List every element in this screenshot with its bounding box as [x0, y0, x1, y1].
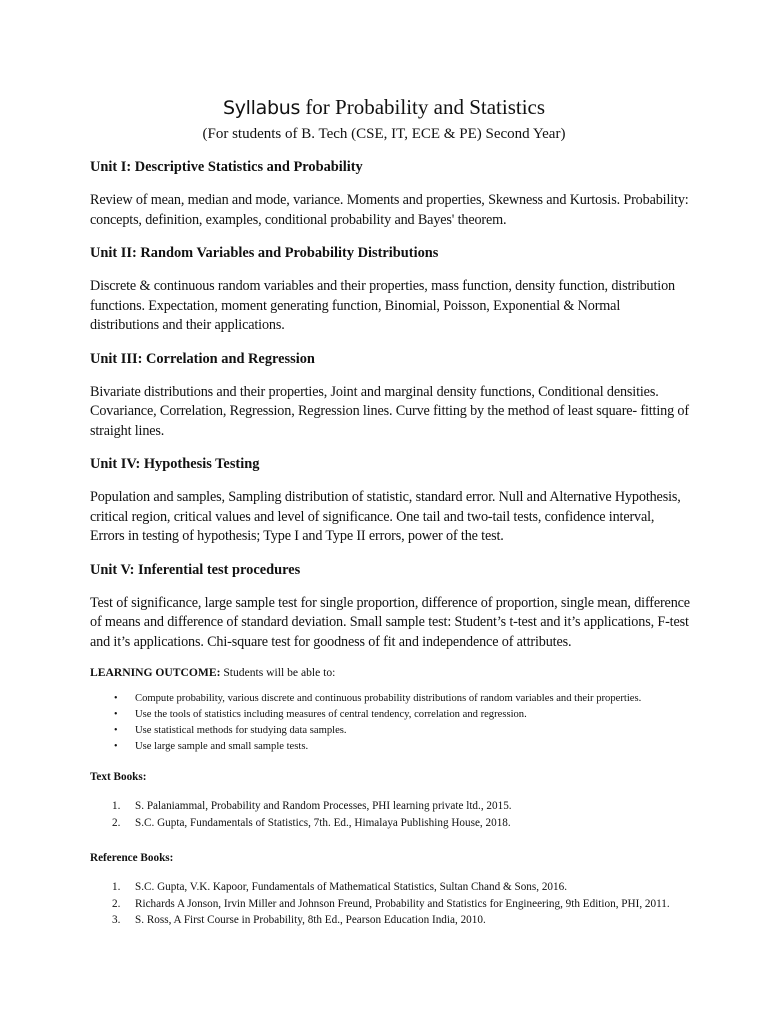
list-item: 3. S. Ross, A First Course in Probability, 8th Ed., Pearson Education India, 2010.: [112, 914, 486, 926]
unit-2-heading: Unit II: Random Variables and Probability Distributions: [90, 245, 439, 261]
bullet-icon: •: [114, 693, 118, 704]
reference-books-heading: Reference Books:: [90, 852, 174, 864]
unit-3-body: Bivariate distributions and their properties, Joint and marginal density functions, Conditional densities. Covariance, Correlation, Regression, Regression lines. Curve fitting by the method of least square- fitting of straight lines.: [90, 383, 689, 439]
title-part-1: Syllabus: [222, 97, 301, 119]
page-subtitle: (For students of B. Tech (CSE, IT, ECE & PE) Second Year): [202, 126, 566, 142]
list-item: • Compute probability, various discrete and continuous probability distributions of random variables and their properties.: [90, 691, 690, 707]
text-books-list: [90, 798, 690, 831]
syllabus-content: [90, 157, 690, 948]
unit-1-heading: Unit I: Descriptive Statistics and Probability: [90, 159, 363, 175]
unit-2-body: Discrete & continuous random variables and their properties, mass function, density function, distribution functions. Expectation, moment generating function, Binomial, Poisson, Exponential & Normal distributions and their applications.: [90, 278, 675, 333]
list-item: 2. S.C. Gupta, Fundamentals of Statistics, 7th. Ed., Himalaya Publishing House, 2018.: [112, 816, 511, 829]
reference-books-list: [90, 879, 690, 929]
page-title: [0, 93, 768, 122]
list-item: • Use large sample and small sample tests.: [90, 739, 690, 755]
learning-outcome-intro: Students will be able to:: [220, 666, 336, 679]
list-item: 1. S. Palaniammal, Probability and Random Processes, PHI learning private ltd., 2015.: [112, 800, 512, 812]
unit-4-heading: Unit IV: Hypothesis Testing: [90, 456, 260, 472]
unit-5-body: Test of significance, large sample test for single proportion, difference of proportion, single mean, difference of means and difference of standard deviation. Small sample test: Student’s t-test and it’s applications, F-test and it’s applications. Chi-square test for goodness of fit and independence of attributes.: [90, 594, 690, 650]
title-part-2: for Probability and Statistics: [305, 95, 546, 119]
list-item: 1. S.C. Gupta, V.K. Kapoor, Fundamentals of Mathematical Statistics, Sultan Chand & Sons, 2016.: [112, 881, 568, 893]
unit-4-body: Population and samples, Sampling distribution of statistic, standard error. Null and Alternative Hypothesis, critical region, critical values and level of significance. One tail and two-tail tests, confidence interval, Errors in testing of hypothesis; Type I and Type II errors, power of the test.: [90, 489, 681, 544]
list-item: 2. Richards A Jonson, Irvin Miller and Johnson Freund, Probability and Statistics for Engineering, 9th Edition, PHI, 2011.: [112, 897, 670, 910]
unit-1-body: Review of mean, median and mode, variance. Moments and properties, Skewness and Kurtosis. Probability: concepts, definition, examples, conditional probability and Bayes' theorem.: [90, 192, 689, 228]
learning-outcome: [90, 665, 690, 681]
learning-outcome-label: LEARNING OUTCOME:: [90, 666, 221, 679]
learning-outcome-list: [90, 691, 690, 755]
unit-3-heading: Unit III: Correlation and Regression: [90, 350, 315, 367]
bullet-icon: •: [114, 741, 118, 752]
list-item: • Use the tools of statistics including measures of central tendency, correlation and regression.: [90, 707, 690, 723]
unit-5-heading: Unit V: Inferential test procedures: [90, 561, 301, 578]
bullet-icon: •: [114, 709, 118, 720]
list-item: • Use statistical methods for studying data samples.: [90, 723, 690, 739]
bullet-icon: •: [114, 725, 118, 736]
text-books-heading: Text Books:: [90, 771, 147, 783]
